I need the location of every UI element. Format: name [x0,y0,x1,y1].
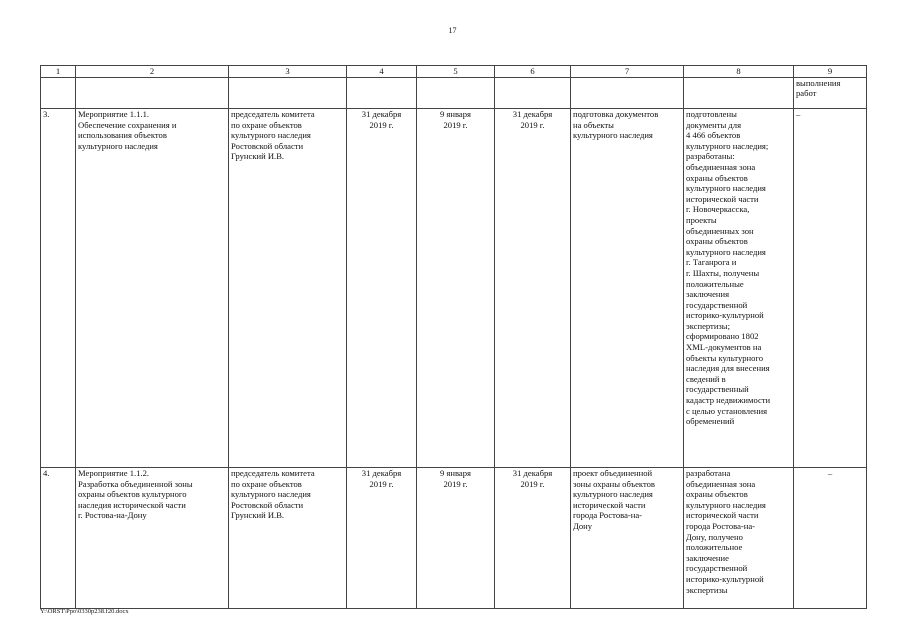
report-table [40,65,867,609]
actual-start-date: 9 января 2019 г. [417,468,495,609]
table-row [41,109,867,468]
activity-name: Мероприятие 1.1.2. Разработка объединенной зоны охраны объектов культурного наследия исторической части г. Ростова-на-Дону [76,468,229,609]
footer-file-path: Y:\ORST\Ppo\0330p238.f20.docx [40,608,129,615]
column-header-4: 4 [347,66,417,78]
continuation-cell [417,78,495,109]
column-header-3: 3 [229,66,347,78]
continuation-cell [495,78,571,109]
column-number-row [41,66,867,78]
row-number: 4. [41,468,76,609]
row-number: 3. [41,109,76,468]
responsible-person: председатель комитета по охране объектов культурного наследия Ростовской области Грунский И.В. [229,468,347,609]
column-header-2: 2 [76,66,229,78]
continuation-cell [41,78,76,109]
continuation-cell-reasons: выполнения работ [794,78,867,109]
achieved-result: разработана объединенная зона охраны объектов культурного наследия исторической части города Ростова-на- Дону, получено положительное заключение государственной историко-культурной экспертизы [684,468,794,609]
column-header-9: 9 [794,66,867,78]
continuation-cell [229,78,347,109]
column-header-7: 7 [571,66,684,78]
column-header-1: 1 [41,66,76,78]
page-number: 17 [448,26,457,35]
expected-result: проект объединенной зоны охраны объектов культурного наследия исторической части города Ростова-на- Дону [571,468,684,609]
expected-result: подготовка документов на объекты культурного наследия [571,109,684,468]
actual-end-date: 31 декабря 2019 г. [495,109,571,468]
actual-start-date: 9 января 2019 г. [417,109,495,468]
reasons-cell: – [794,468,867,609]
table-row [41,468,867,609]
continuation-cell [571,78,684,109]
planned-date: 31 декабря 2019 г. [347,468,417,609]
responsible-person: председатель комитета по охране объектов культурного наследия Ростовской области Грунский И.В. [229,109,347,468]
achieved-result: подготовлены документы для 4 466 объектов культурного наследия; разработаны: объединенная зона охраны объектов культурного наследия исторической части г. Новочеркасска, проекты объединенных зон охраны объектов культурного наследия г. Таганрога и г. Шахты, получены положительные заключения государственной историко-культурной экспертизы; сформировано 1802 XML-документов на объекты культурного наследия для внесения сведений в государственный кадастр недвижимости с целью установления обременений [684,109,794,468]
activity-name: Мероприятие 1.1.1. Обеспечение сохранения и использования объектов культурного наследия [76,109,229,468]
continuation-row [41,78,867,109]
continuation-cell [347,78,417,109]
actual-end-date: 31 декабря 2019 г. [495,468,571,609]
continuation-cell [76,78,229,109]
column-header-8: 8 [684,66,794,78]
column-header-5: 5 [417,66,495,78]
planned-date: 31 декабря 2019 г. [347,109,417,468]
column-header-6: 6 [495,66,571,78]
continuation-cell [684,78,794,109]
reasons-cell: – [794,109,867,468]
